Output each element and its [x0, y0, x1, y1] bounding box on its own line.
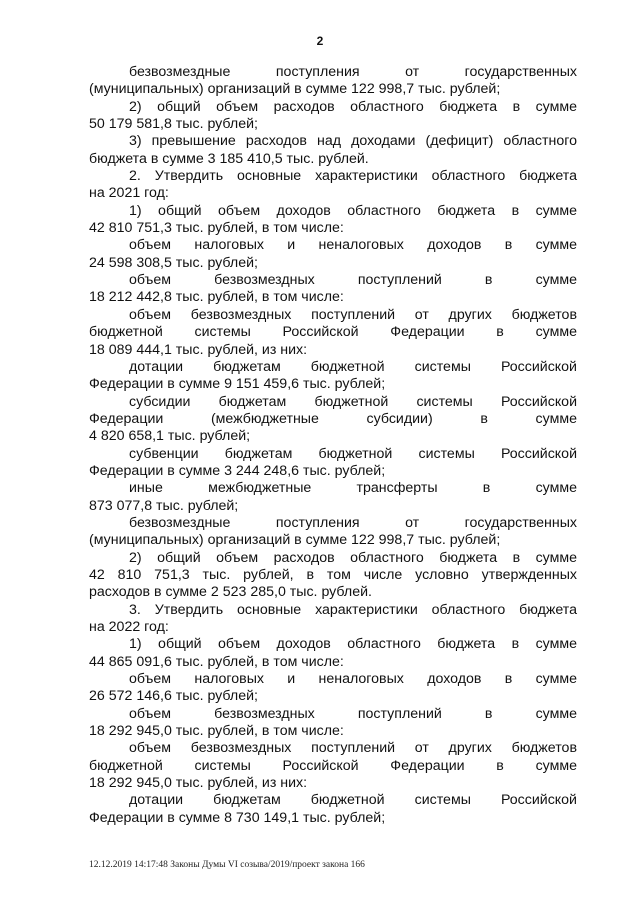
document-footer: 12.12.2019 14:17:48 Законы Думы VI созыва/2019/проект закона 166: [89, 860, 365, 870]
text-line: 3. Утвердить основные характеристики областного бюджета: [129, 601, 577, 618]
text-line: Федерации в сумме 8 730 149,1 тыс. рублей;: [89, 809, 386, 826]
text-line: бюджетной системы Российской Федерации в сумме: [89, 757, 577, 774]
text-line: бюджетной системы Российской Федерации в сумме: [89, 324, 577, 341]
text-line: (муниципальных) организаций в сумме 122 998,7 тыс. рублей;: [89, 81, 501, 98]
text-line: 50 179 581,8 тыс. рублей;: [89, 116, 258, 133]
text-line: 2. Утвердить основные характеристики областного бюджета: [129, 168, 577, 185]
text-line: безвозмездные поступления от государственных: [129, 514, 577, 531]
text-line: субвенции бюджетам бюджетной системы Российской: [129, 445, 577, 462]
text-line: 44 865 091,6 тыс. рублей, в том числе:: [89, 653, 344, 670]
text-line: 24 598 308,5 тыс. рублей;: [89, 254, 258, 271]
text-line: 26 572 146,6 тыс. рублей;: [89, 688, 258, 705]
text-line: 42 810 751,3 тыс. рублей, в том числе:: [89, 220, 344, 237]
text-line: (муниципальных) организаций в сумме 122 998,7 тыс. рублей;: [89, 532, 501, 549]
text-line: 18 212 442,8 тыс. рублей, в том числе:: [89, 289, 344, 306]
text-line: 4 820 658,1 тыс. рублей;: [89, 428, 251, 445]
text-line: объем безвозмездных поступлений в сумме: [129, 272, 577, 289]
text-line: расходов в сумме 2 523 285,0 тыс. рублей.: [89, 584, 372, 601]
text-line: Федерации в сумме 3 244 248,6 тыс. рублей;: [89, 462, 386, 479]
text-line: 1) общий объем доходов областного бюджета в сумме: [129, 202, 577, 219]
text-line: на 2022 год:: [89, 619, 169, 635]
text-line: иные межбюджетные трансферты в сумме: [129, 480, 577, 497]
text-line: на 2021 год:: [89, 185, 169, 202]
text-line: объем безвозмездных поступлений в сумме: [129, 705, 577, 722]
page-number: 2: [316, 34, 324, 48]
text-line: Федерации в сумме 9 151 459,6 тыс. рублей;: [89, 376, 386, 393]
text-line: Федерации (межбюджетные субсидии) в сумме: [89, 410, 577, 427]
text-line: бюджета в сумме 3 185 410,5 тыс. рублей.: [89, 150, 369, 167]
text-line: объем налоговых и неналоговых доходов в сумме: [129, 237, 577, 254]
text-line: безвозмездные поступления от государственных: [129, 64, 577, 80]
text-line: 1) общий объем доходов областного бюджета в сумме: [129, 636, 577, 653]
text-line: 2) общий объем расходов областного бюджета в сумме: [129, 98, 577, 115]
text-line: 873 077,8 тыс. рублей;: [89, 497, 239, 514]
text-line: дотации бюджетам бюджетной системы Российской: [129, 792, 577, 809]
text-line: 3) превышение расходов над доходами (дефицит) областного: [129, 133, 577, 150]
text-line: субсидии бюджетам бюджетной системы Российской: [129, 393, 577, 410]
text-line: 18 292 945,0 тыс. рублей, из них:: [89, 775, 308, 792]
text-line: 42 810 751,3 тыс. рублей, в том числе условно утвержденных: [89, 566, 577, 583]
document-body: [89, 64, 577, 827]
text-line: объем безвозмездных поступлений от других бюджетов: [129, 306, 577, 323]
text-line: объем налоговых и неналоговых доходов в сумме: [129, 671, 577, 688]
text-line: 18 089 444,1 тыс. рублей, из них:: [89, 341, 308, 358]
text-line: объем безвозмездных поступлений от других бюджетов: [129, 740, 577, 757]
text-line: дотации бюджетам бюджетной системы Российской: [129, 358, 577, 375]
text-line: 18 292 945,0 тыс. рублей, в том числе:: [89, 723, 344, 740]
text-line: 2) общий объем расходов областного бюджета в сумме: [129, 549, 577, 566]
